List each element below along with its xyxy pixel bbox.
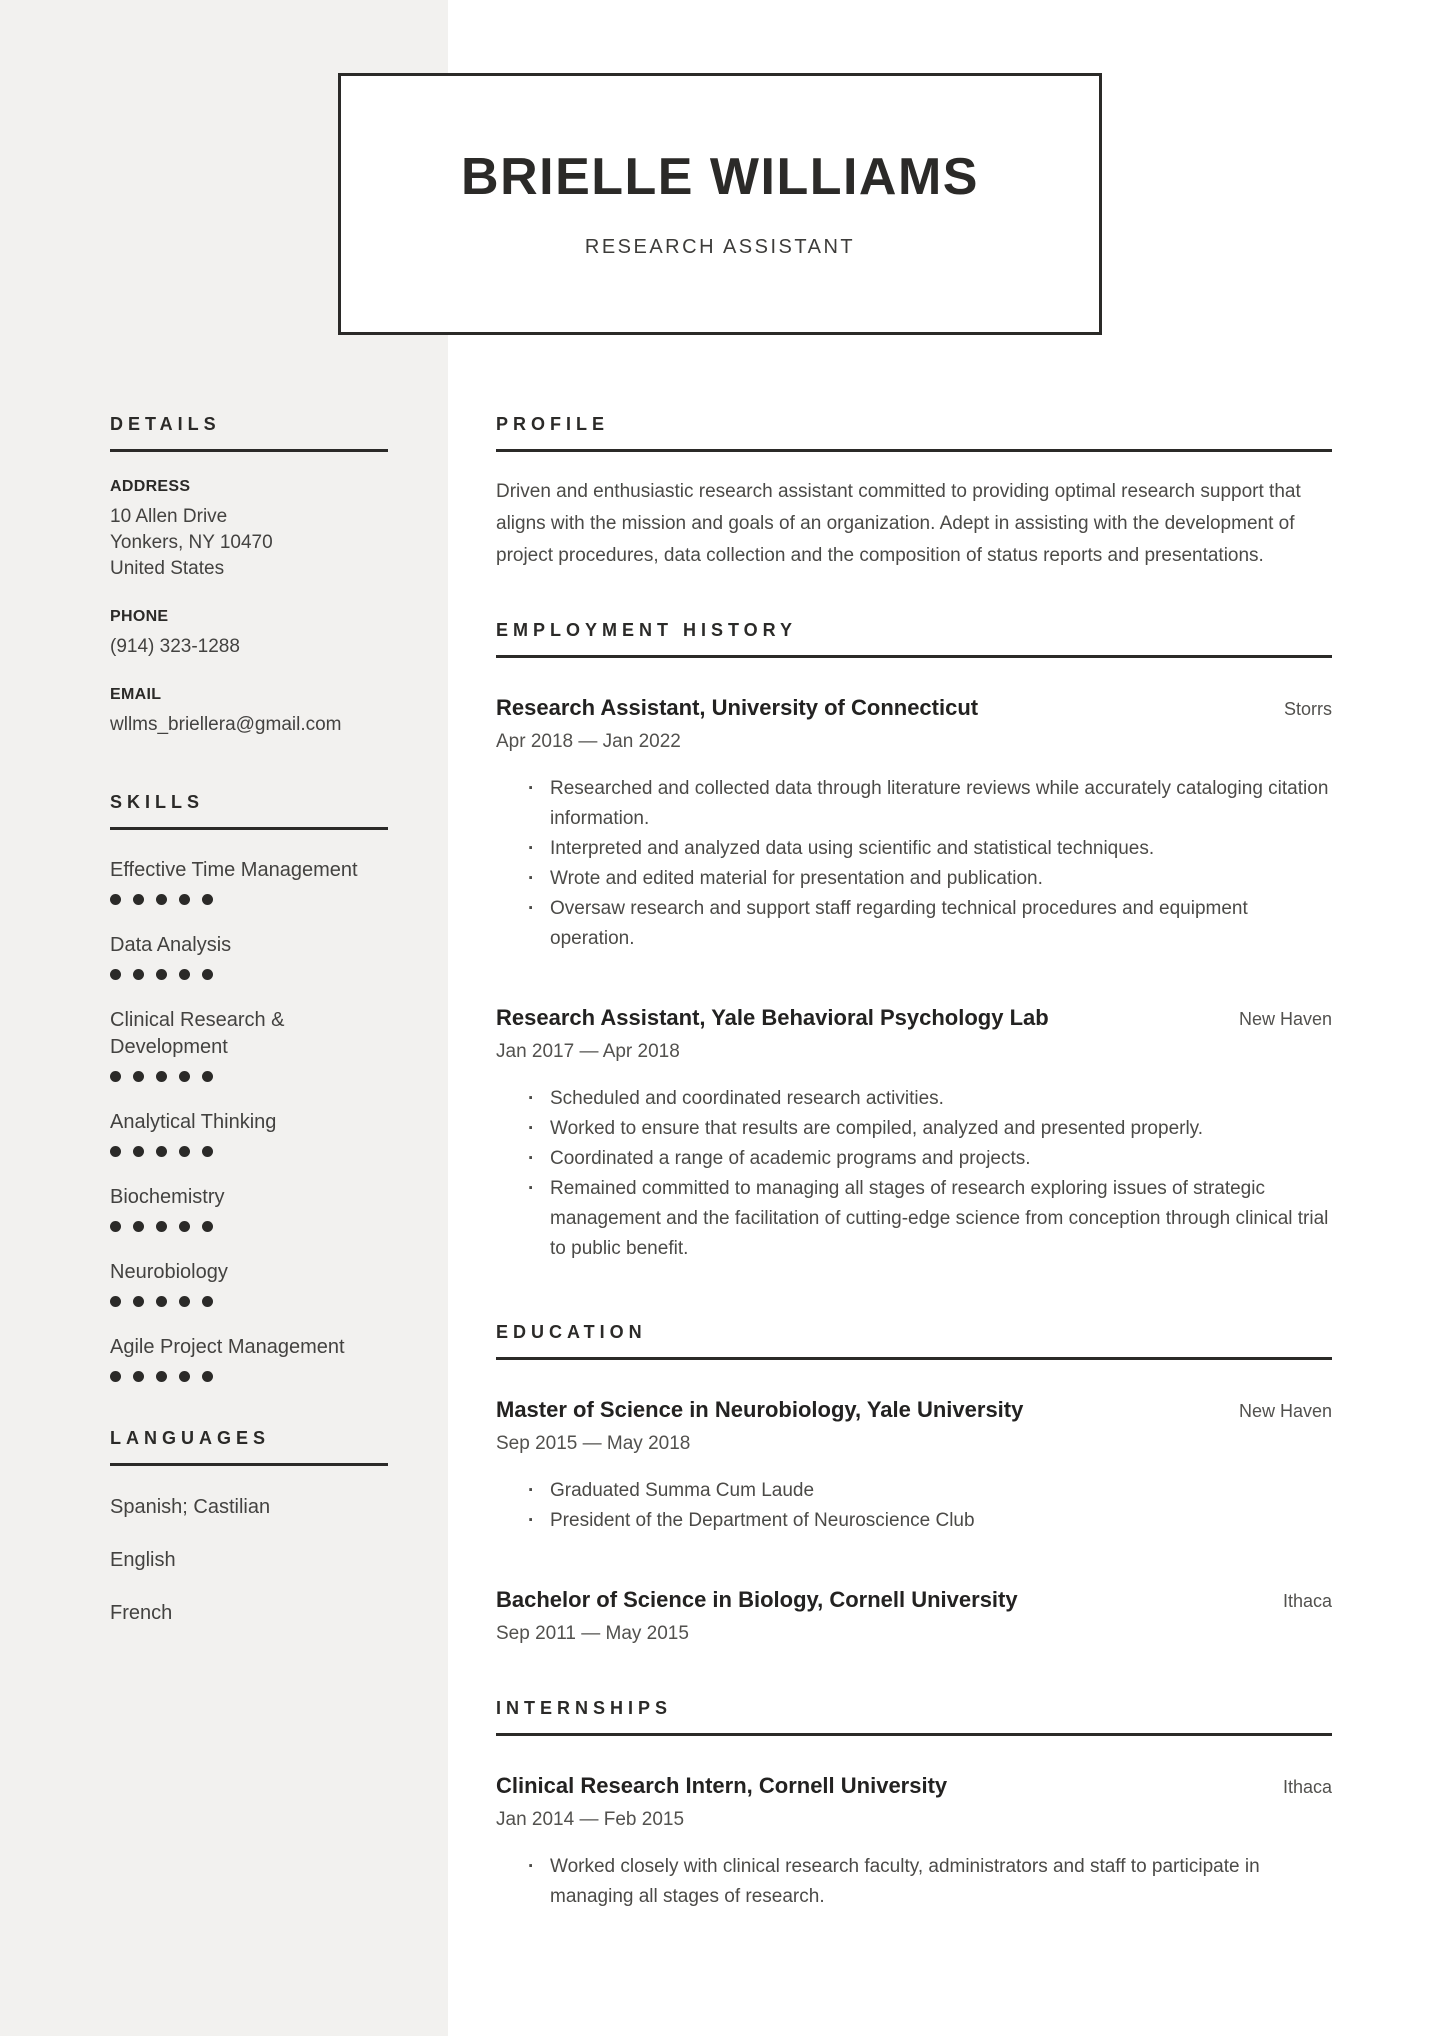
skill-item — [110, 932, 360, 980]
entry-title: Clinical Research Intern, Cornell University — [496, 1773, 948, 1798]
languages-section-heading — [110, 1426, 388, 1466]
rating-dot — [110, 1296, 121, 1307]
rating-dot — [179, 1371, 190, 1382]
entry-location: Storrs — [1283, 699, 1332, 719]
entry-header — [496, 1772, 1332, 1800]
skill-item — [110, 1259, 360, 1307]
rating-dot — [133, 1071, 144, 1082]
skill-item — [110, 1184, 360, 1232]
bullet-item: · Researched and collected data through literature reviews while accurately cataloging citation information. — [550, 774, 1332, 834]
entry-location: Ithaca — [1282, 1591, 1332, 1611]
rating-dot — [156, 1146, 167, 1157]
rating-dot — [110, 969, 121, 980]
entry-bullets — [496, 1084, 1332, 1264]
bullet-item: · Scheduled and coordinated research activities. — [550, 1084, 1332, 1114]
rating-dot — [156, 1221, 167, 1232]
profile-section-heading — [496, 412, 1332, 452]
rating-dot — [156, 1296, 167, 1307]
employment-heading-label: EMPLOYMENT HISTORY — [496, 620, 798, 640]
bullet-item: · Oversaw research and support staff regarding technical procedures and equipment operation. — [550, 894, 1332, 954]
language-item: French — [110, 1602, 173, 1624]
rating-dot — [179, 969, 190, 980]
entry-location: New Haven — [1238, 1009, 1332, 1029]
education-section-heading — [496, 1320, 1332, 1360]
skills-heading-label: SKILLS — [110, 792, 205, 812]
bullet-item: · President of the Department of Neuroscience Club — [550, 1506, 1332, 1536]
candidate-job-title: RESEARCH ASSISTANT — [584, 236, 856, 258]
bullet-item: · Interpreted and analyzed data using scientific and statistical techniques. — [550, 834, 1332, 864]
address-value — [110, 504, 388, 582]
address-line: United States — [110, 558, 225, 579]
entry-header — [496, 1396, 1332, 1424]
skill-rating — [110, 1146, 360, 1157]
skill-name: Effective Time Management — [110, 859, 358, 881]
rating-dot — [179, 894, 190, 905]
rating-dot — [110, 1146, 121, 1157]
rating-dot — [133, 1146, 144, 1157]
rating-dot — [156, 1071, 167, 1082]
entry-bullets — [496, 1476, 1332, 1536]
language-item: Spanish; Castilian — [110, 1496, 271, 1518]
rating-dot — [110, 1221, 121, 1232]
bullet-item: · Coordinated a range of academic programs and projects. — [550, 1144, 1332, 1174]
languages-heading-label: LANGUAGES — [110, 1428, 271, 1448]
skill-rating — [110, 1221, 360, 1232]
entry-bullets — [496, 1852, 1332, 1912]
entry-title: Master of Science in Neurobiology, Yale University — [496, 1397, 1024, 1422]
entry-title: Bachelor of Science in Biology, Cornell University — [496, 1587, 1018, 1612]
sidebar — [110, 412, 388, 1625]
rating-dot — [202, 1371, 213, 1382]
employment-section-heading — [496, 618, 1332, 658]
skill-rating — [110, 1071, 360, 1082]
rating-dot — [202, 894, 213, 905]
details-heading-label: DETAILS — [110, 414, 221, 434]
profile-heading-label: PROFILE — [496, 414, 610, 434]
entry-dates: Jan 2014 — Feb 2015 — [496, 1809, 685, 1830]
bullet-item: · Remained committed to managing all stages of research exploring issues of strategic management and the facilitation of cutting-edge science from conception through clinical trial to public benefit. — [550, 1174, 1332, 1264]
profile-summary: Driven and enthusiastic research assistant committed to providing optimal research support that aligns with the mission and goals of an organization. Adept in assisting with the development of project procedures, data collection and the composition of status reports and presentations. — [496, 481, 1301, 566]
skills-section-heading — [110, 790, 388, 830]
skill-item — [110, 1007, 360, 1082]
rating-dot — [179, 1146, 190, 1157]
rating-dot — [133, 894, 144, 905]
rating-dot — [133, 969, 144, 980]
rating-dot — [202, 1146, 213, 1157]
entry-header — [496, 694, 1332, 722]
skill-rating — [110, 894, 360, 905]
entry-dates: Jan 2017 — Apr 2018 — [496, 1041, 680, 1062]
skill-item — [110, 1334, 360, 1382]
rating-dot — [110, 894, 121, 905]
rating-dot — [133, 1371, 144, 1382]
candidate-name: BRIELLE WILLIAMS — [461, 148, 979, 206]
employment-entry — [496, 1004, 1332, 1264]
rating-dot — [202, 1221, 213, 1232]
rating-dot — [110, 1071, 121, 1082]
bullet-item: · Wrote and edited material for presentation and publication. — [550, 864, 1332, 894]
address-line: Yonkers, NY 10470 — [110, 532, 273, 553]
rating-dot — [110, 1371, 121, 1382]
details-section-heading — [110, 412, 388, 452]
rating-dot — [179, 1071, 190, 1082]
education-entry — [496, 1396, 1332, 1536]
skill-name: Biochemistry — [110, 1186, 225, 1208]
skill-name: Neurobiology — [110, 1261, 228, 1283]
rating-dot — [202, 1071, 213, 1082]
education-entry — [496, 1586, 1332, 1648]
entry-title: Research Assistant, Yale Behavioral Psychology Lab — [496, 1005, 1049, 1030]
skill-name: Agile Project Management — [110, 1336, 345, 1358]
bullet-item: · Worked closely with clinical research faculty, administrators and staff to participate in managing all stages of research. — [550, 1852, 1332, 1912]
entry-dates: Sep 2011 — May 2015 — [496, 1623, 689, 1644]
language-item: English — [110, 1549, 176, 1571]
rating-dot — [156, 894, 167, 905]
entry-location: New Haven — [1238, 1401, 1332, 1421]
skill-name: Clinical Research & Development — [110, 1009, 285, 1058]
address-line: 10 Allen Drive — [110, 506, 228, 527]
entry-title: Research Assistant, University of Connecticut — [496, 695, 979, 720]
email-label: EMAIL — [110, 686, 162, 703]
rating-dot — [133, 1221, 144, 1232]
rating-dot — [156, 969, 167, 980]
skill-rating — [110, 969, 360, 980]
skill-rating — [110, 1371, 360, 1382]
entry-dates: Sep 2015 — May 2018 — [496, 1433, 691, 1454]
entry-header — [496, 1004, 1332, 1032]
employment-entry — [496, 694, 1332, 954]
main-column — [496, 412, 1332, 1912]
internship-entry — [496, 1772, 1332, 1912]
rating-dot — [202, 1296, 213, 1307]
rating-dot — [179, 1296, 190, 1307]
header-box — [338, 73, 1102, 335]
skill-rating — [110, 1296, 360, 1307]
education-heading-label: EDUCATION — [496, 1322, 647, 1342]
skill-name: Analytical Thinking — [110, 1111, 277, 1133]
email-value: wllms_briellera@gmail.com — [110, 714, 342, 735]
entry-dates: Apr 2018 — Jan 2022 — [496, 731, 681, 752]
skill-name: Data Analysis — [110, 934, 232, 956]
bullet-item: · Worked to ensure that results are compiled, analyzed and presented properly. — [550, 1114, 1332, 1144]
rating-dot — [133, 1296, 144, 1307]
skill-item — [110, 857, 360, 905]
address-label: ADDRESS — [110, 478, 191, 495]
entry-location: Ithaca — [1282, 1777, 1332, 1797]
phone-label: PHONE — [110, 608, 169, 625]
entry-bullets — [496, 774, 1332, 954]
skill-item — [110, 1109, 360, 1157]
bullet-item: · Graduated Summa Cum Laude — [550, 1476, 1332, 1506]
rating-dot — [156, 1371, 167, 1382]
rating-dot — [179, 1221, 190, 1232]
internships-section-heading — [496, 1696, 1332, 1736]
phone-value: (914) 323-1288 — [110, 636, 240, 657]
entry-header — [496, 1586, 1332, 1614]
internships-heading-label: INTERNSHIPS — [496, 1698, 673, 1718]
rating-dot — [202, 969, 213, 980]
